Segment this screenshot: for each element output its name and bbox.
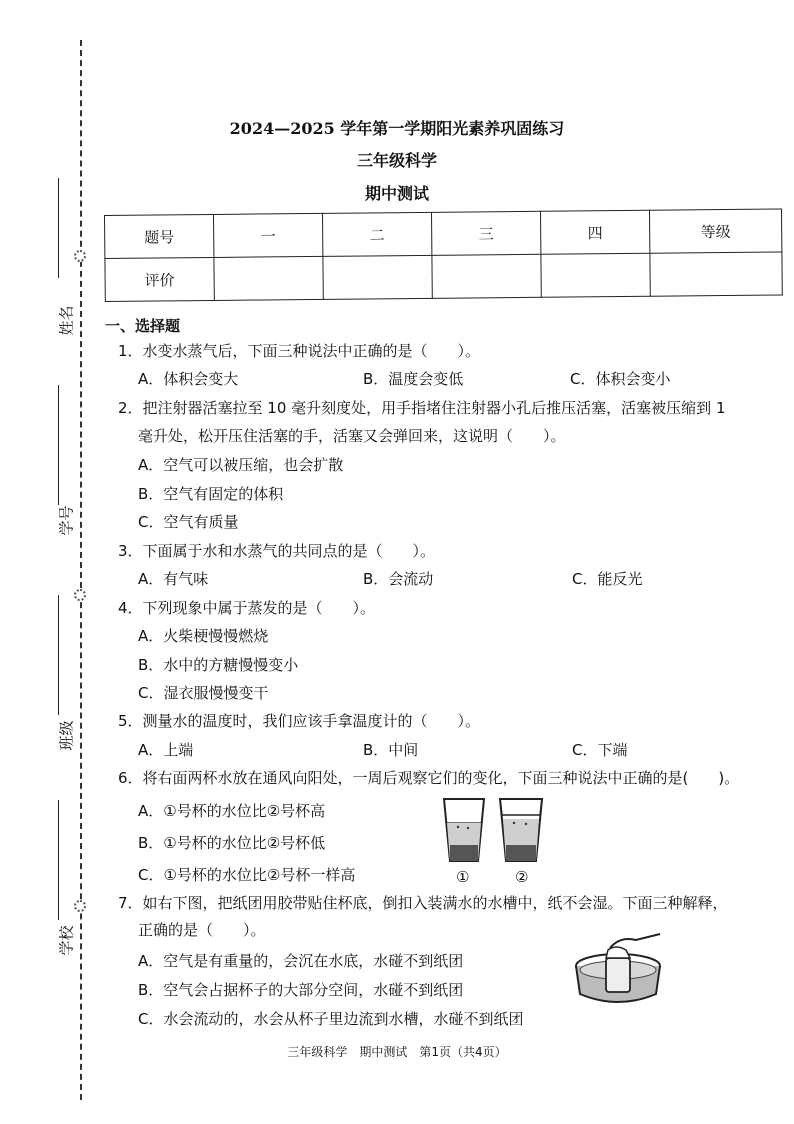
option-c[interactable]: C．湿衣服慢慢变干 bbox=[138, 684, 269, 702]
water-trough-illustration bbox=[570, 930, 670, 1010]
option-a[interactable]: A．①号杯的水位比②号杯高 bbox=[138, 802, 326, 820]
score-header-cell: 二 bbox=[322, 212, 431, 256]
score-cell[interactable] bbox=[541, 253, 650, 297]
score-header-cell: 三 bbox=[431, 211, 540, 255]
section-title: 一、选择题 bbox=[105, 317, 181, 335]
question-stem: 4．下列现象中属于蒸发的是（ ）。 bbox=[118, 599, 376, 617]
option-c[interactable]: C．①号杯的水位比②号杯一样高 bbox=[138, 866, 356, 884]
grade-subject: 三年级科学 bbox=[356, 151, 437, 170]
score-cell[interactable] bbox=[214, 256, 323, 300]
score-cell[interactable] bbox=[650, 252, 782, 296]
option-b[interactable]: B．水中的方糖慢慢变小 bbox=[138, 656, 299, 674]
id-field-line[interactable] bbox=[58, 385, 59, 505]
option-b[interactable]: B．空气会占据杯子的大部分空间，水碰不到纸团 bbox=[138, 981, 464, 999]
score-cell[interactable] bbox=[323, 255, 432, 299]
score-header-cell: 题号 bbox=[105, 214, 214, 258]
binding-hole bbox=[74, 250, 86, 262]
question-stem: 7．如右下图，把纸团用胶带贴住杯底，倒扣入装满水的水槽中，纸不会湿。下面三种解释， bbox=[118, 894, 728, 912]
option-a[interactable]: A．空气可以被压缩，也会扩散 bbox=[138, 456, 344, 474]
cup-1 bbox=[444, 799, 484, 861]
question-stem: 1．水变水蒸气后，下面三种说法中正确的是（ ）。 bbox=[118, 342, 481, 360]
score-header-cell: 一 bbox=[213, 213, 322, 257]
binding-hole bbox=[74, 900, 86, 912]
name-label: 姓名 bbox=[57, 305, 76, 336]
option-a[interactable]: A．体积会变大 bbox=[138, 370, 239, 388]
option-a[interactable]: A．上端 bbox=[138, 741, 194, 759]
binding-hole bbox=[74, 589, 86, 601]
question-stem-cont: 毫升处，松开压住活塞的手，活塞又会弹回来，这说明（ ）。 bbox=[138, 427, 566, 445]
exam-title: 2024—2025 学年第一学期阳光素养巩固练习 bbox=[229, 119, 565, 138]
score-header-cell: 等级 bbox=[649, 209, 781, 253]
question-stem-cont: 正确的是（ ）。 bbox=[138, 921, 266, 939]
exam-name: 期中测试 bbox=[364, 184, 429, 203]
option-b[interactable]: B．中间 bbox=[363, 741, 419, 759]
option-b[interactable]: B．①号杯的水位比②号杯低 bbox=[138, 834, 326, 852]
score-row-label: 评价 bbox=[105, 257, 214, 301]
cup-1-label: ① bbox=[456, 868, 470, 886]
option-a[interactable]: A．有气味 bbox=[138, 570, 209, 588]
score-table bbox=[104, 208, 783, 302]
id-label: 学号 bbox=[57, 505, 76, 536]
question-stem: 2．把注射器活塞拉至 10 毫升刻度处，用手指堵住注射器小孔后推压活塞，活塞被压缩到 1 bbox=[118, 399, 726, 417]
school-label: 学校 bbox=[57, 925, 76, 956]
option-c[interactable]: C．空气有质量 bbox=[138, 513, 239, 531]
option-b[interactable]: B．温度会变低 bbox=[363, 370, 464, 388]
question-stem: 3．下面属于水和水蒸气的共同点的是（ ）。 bbox=[118, 542, 436, 560]
school-field-line[interactable] bbox=[58, 800, 59, 920]
page-footer: 三年级科学 期中测试 第1页（共4页） bbox=[287, 1045, 507, 1059]
score-header-cell: 四 bbox=[540, 210, 649, 254]
question-stem: 5．测量水的温度时，我们应该手拿温度计的（ ）。 bbox=[118, 712, 481, 730]
option-b[interactable]: B．会流动 bbox=[363, 570, 434, 588]
two-cups-illustration bbox=[438, 795, 550, 863]
class-field-line[interactable] bbox=[58, 595, 59, 715]
cup-2 bbox=[500, 799, 542, 861]
option-c[interactable]: C．体积会变小 bbox=[570, 370, 671, 388]
cup-2-label: ② bbox=[515, 868, 529, 886]
class-label: 班级 bbox=[57, 720, 76, 751]
question-stem: 6．将右面两杯水放在通风向阳处，一周后观察它们的变化，下面三种说法中正确的是( )。 bbox=[118, 769, 740, 787]
option-c[interactable]: C．水会流动的，水会从杯子里边流到水槽，水碰不到纸团 bbox=[138, 1010, 524, 1028]
option-a[interactable]: A．空气是有重量的，会沉在水底，水碰不到纸团 bbox=[138, 952, 464, 970]
option-c[interactable]: C．下端 bbox=[572, 741, 628, 759]
option-c[interactable]: C．能反光 bbox=[572, 570, 643, 588]
option-b[interactable]: B．空气有固定的体积 bbox=[138, 485, 284, 503]
score-cell[interactable] bbox=[432, 254, 541, 298]
option-a[interactable]: A．火柴梗慢慢燃烧 bbox=[138, 627, 269, 645]
